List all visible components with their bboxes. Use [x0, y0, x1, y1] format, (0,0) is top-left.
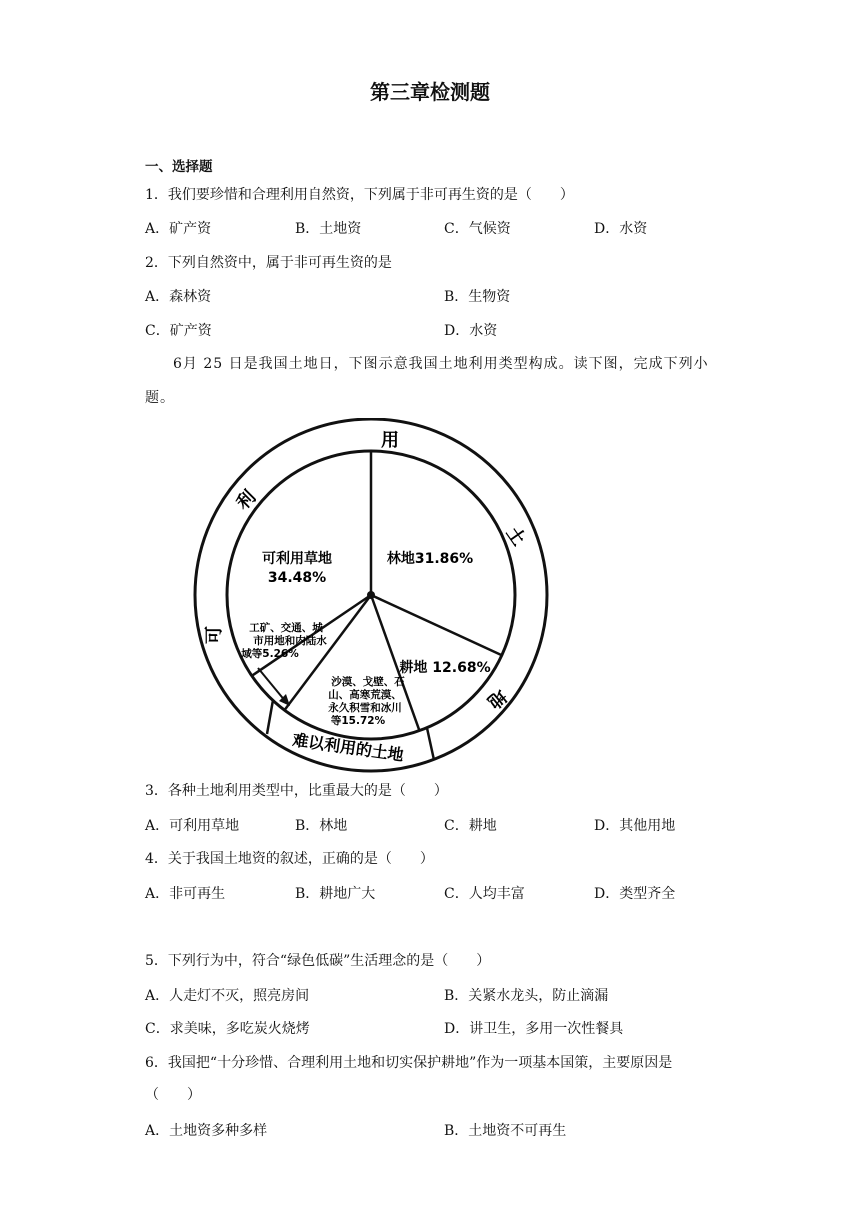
q2-option-d[interactable]: D．水资 [444, 323, 498, 339]
label-grassland-l1: 可利用草地 [262, 551, 332, 567]
ring-char-li: 利 [232, 486, 261, 515]
label-builtup-l3: 域等5.26% [241, 648, 299, 660]
ring-char-di: 地 [483, 684, 511, 713]
land-use-pie-chart [190, 418, 570, 776]
q4-option-d[interactable]: D．类型齐全 [594, 886, 676, 902]
page-title: 第三章检测题 [370, 80, 490, 104]
question-4-stem: 4．关于我国土地资的叙述，正确的是（ ） [145, 851, 434, 867]
pie-center [367, 591, 375, 599]
q5-option-a[interactable]: A．人走灯不灭，照亮房间 [145, 988, 310, 1004]
q2-option-a[interactable]: A．森林资 [145, 289, 212, 305]
label-desert-l1: 沙漠、戈壁、石 [331, 676, 405, 688]
q6-option-a[interactable]: A．土地资多种多样 [145, 1123, 268, 1139]
q5-option-d[interactable]: D．讲卫生，多用一次性餐具 [444, 1021, 624, 1037]
label-forest: 林地31.86% [386, 551, 474, 567]
ring-char-ke: 可 [204, 626, 225, 644]
question-3-stem: 3．各种土地利用类型中，比重最大的是（ ） [145, 783, 448, 799]
small-slice-arrow [258, 668, 286, 702]
ring-divider-right [427, 728, 434, 760]
q1-option-d[interactable]: D．水资 [594, 221, 648, 237]
label-desert-l2: 山、高寒荒漠、 [328, 689, 402, 701]
ring-label-unusable: 难以利用的土地 [291, 730, 405, 765]
ring-char-tu: 土 [501, 522, 530, 550]
figure-intro-paragraph: 6月 25 日是我国土地日，下图示意我国土地利用类型构成。读下图，完成下列小题。 [145, 356, 709, 406]
label-cropland: 耕地 12.68% [399, 660, 491, 676]
q4-option-b[interactable]: B．耕地广大 [295, 886, 376, 902]
label-desert-l4: 等15.72% [330, 715, 386, 727]
ring-divider-left [267, 700, 273, 734]
q4-option-a[interactable]: A．非可再生 [145, 886, 226, 902]
ring-char-yong: 用 [381, 430, 399, 451]
q3-option-c[interactable]: C．耕地 [444, 818, 497, 834]
q6-option-b[interactable]: B．土地资不可再生 [444, 1123, 567, 1139]
q3-option-d[interactable]: D．其他用地 [594, 818, 676, 834]
q5-option-c[interactable]: C．求美味，多吃炭火烧烤 [145, 1021, 310, 1037]
q5-option-b[interactable]: B．关紧水龙头，防止滴漏 [444, 988, 609, 1004]
q2-option-c[interactable]: C．矿产资 [145, 323, 212, 339]
section-heading: 一、选择题 [145, 159, 213, 175]
q1-option-a[interactable]: A．矿产资 [145, 221, 212, 237]
question-6-stem: 6．我国把“十分珍惜、合理利用土地和切实保护耕地”作为一项基本国策，主要原因是 [145, 1055, 673, 1071]
q1-option-b[interactable]: B．土地资 [295, 221, 362, 237]
label-builtup-l1: 工矿、交通、城 [249, 622, 323, 634]
question-5-stem: 5．下列行为中，符合“绿色低碳”生活理念的是（ ） [145, 953, 491, 969]
question-2-stem: 2．下列自然资中，属于非可再生资的是 [145, 255, 392, 271]
question-1-stem: 1．我们要珍惜和合理利用自然资，下列属于非可再生资的是（ ） [145, 187, 574, 203]
question-6-stem-continued: （ ） [145, 1087, 201, 1103]
label-builtup-l2: 市用地和内陆水 [253, 635, 327, 647]
q3-option-b[interactable]: B．林地 [295, 818, 348, 834]
q3-option-a[interactable]: A．可利用草地 [145, 818, 240, 834]
label-desert-l3: 永久积雪和冰川 [328, 702, 402, 714]
slice-divider-2 [371, 595, 502, 655]
q1-option-c[interactable]: C．气候资 [444, 221, 511, 237]
q2-option-b[interactable]: B．生物资 [444, 289, 511, 305]
q4-option-c[interactable]: C．人均丰富 [444, 886, 525, 902]
label-grassland-l2: 34.48% [267, 570, 327, 586]
